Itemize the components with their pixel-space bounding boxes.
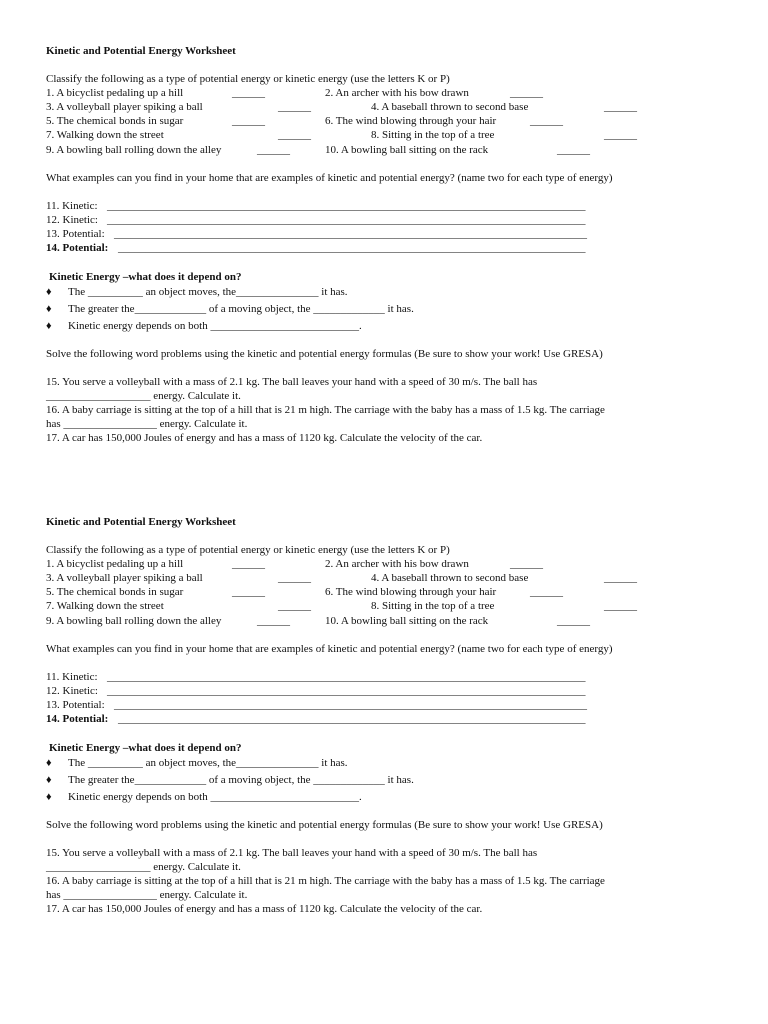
problem-15-line-2: ___________________ energy. Calculate it.	[46, 861, 241, 873]
example-12-label: 12. Kinetic:	[46, 685, 98, 697]
diamond-bullet-icon: ♦	[46, 774, 52, 786]
example-12-label: 12. Kinetic:	[46, 214, 98, 226]
worksheet-copy-1	[0, 0, 768, 472]
example-14-blank[interactable]: _____________________________________________________________________________________	[118, 713, 586, 725]
example-12-blank[interactable]: _______________________________________________________________________________________	[107, 214, 586, 226]
diamond-bullet-icon: ♦	[46, 757, 52, 769]
item-3-text: 3. A volleyball player spiking a ball	[46, 101, 203, 113]
item-5-blank[interactable]: ______	[232, 586, 265, 598]
item-9-blank[interactable]: ______	[257, 144, 290, 156]
ke-heading: Kinetic Energy –what does it depend on?	[49, 742, 242, 754]
problem-15-line-2: ___________________ energy. Calculate it.	[46, 390, 241, 402]
item-1-blank[interactable]: ______	[232, 558, 265, 570]
example-11-blank[interactable]: _______________________________________________________________________________________	[107, 671, 586, 683]
item-9-text: 9. A bowling ball rolling down the alley	[46, 615, 222, 627]
bullet-2: The greater the_____________ of a moving object, the _____________ it has.	[68, 774, 414, 786]
problem-16-line-2: has _________________ energy. Calculate it.	[46, 889, 248, 901]
problem-16-line-2: has _________________ energy. Calculate it.	[46, 418, 248, 430]
item-4-blank[interactable]: ______	[604, 572, 637, 584]
problem-15-line-1: 15. You serve a volleyball with a mass of 2.1 kg. The ball leaves your hand with a speed of 30 m/s. The ball has	[46, 376, 538, 388]
example-12-blank[interactable]: _______________________________________________________________________________________	[107, 685, 586, 697]
item-5-blank[interactable]: ______	[232, 115, 265, 127]
examples-question: What examples can you find in your home that are examples of kinetic and potential energy? (name two for each type of energy)	[46, 172, 613, 184]
item-4-blank[interactable]: ______	[604, 101, 637, 113]
item-6-blank[interactable]: ______	[530, 115, 563, 127]
example-14-label: 14. Potential:	[46, 713, 109, 725]
item-3-blank[interactable]: ______	[278, 572, 311, 584]
item-1-text: 1. A bicyclist pedaling up a hill	[46, 558, 184, 570]
problem-15-line-1: 15. You serve a volleyball with a mass of 2.1 kg. The ball leaves your hand with a speed of 30 m/s. The ball has	[46, 847, 538, 859]
item-8-blank[interactable]: ______	[604, 600, 637, 612]
bullet-3: Kinetic energy depends on both ___________________________.	[68, 791, 362, 803]
worksheet-title: Kinetic and Potential Energy Worksheet	[46, 516, 236, 528]
worksheet-title: Kinetic and Potential Energy Worksheet	[46, 45, 236, 57]
diamond-bullet-icon: ♦	[46, 286, 52, 298]
example-14-blank[interactable]: _____________________________________________________________________________________	[118, 242, 586, 254]
example-11-label: 11. Kinetic:	[46, 200, 98, 212]
item-8-text: 8. Sitting in the top of a tree	[371, 129, 495, 141]
example-11-blank[interactable]: _______________________________________________________________________________________	[107, 200, 586, 212]
item-7-blank[interactable]: ______	[278, 129, 311, 141]
solve-instruction: Solve the following word problems using the kinetic and potential energy formulas (Be sure to show your work! Use GRESA)	[46, 819, 603, 831]
bullet-1: The __________ an object moves, the_______________ it has.	[68, 286, 348, 298]
item-5-text: 5. The chemical bonds in sugar	[46, 115, 184, 127]
item-8-blank[interactable]: ______	[604, 129, 637, 141]
example-13-label: 13. Potential:	[46, 228, 105, 240]
item-7-text: 7. Walking down the street	[46, 129, 164, 141]
example-13-label: 13. Potential:	[46, 699, 105, 711]
item-10-blank[interactable]: ______	[557, 615, 590, 627]
item-2-text: 2. An archer with his bow drawn	[325, 558, 469, 570]
example-13-blank[interactable]: ______________________________________________________________________________________	[114, 699, 587, 711]
item-3-blank[interactable]: ______	[278, 101, 311, 113]
item-6-text: 6. The wind blowing through your hair	[325, 586, 497, 598]
item-1-blank[interactable]: ______	[232, 87, 265, 99]
item-2-blank[interactable]: ______	[510, 558, 543, 570]
solve-instruction: Solve the following word problems using the kinetic and potential energy formulas (Be sure to show your work! Use GRESA)	[46, 348, 603, 360]
item-8-text: 8. Sitting in the top of a tree	[371, 600, 495, 612]
diamond-bullet-icon: ♦	[46, 303, 52, 315]
item-2-text: 2. An archer with his bow drawn	[325, 87, 469, 99]
item-3-text: 3. A volleyball player spiking a ball	[46, 572, 203, 584]
example-13-blank[interactable]: ______________________________________________________________________________________	[114, 228, 587, 240]
ke-heading: Kinetic Energy –what does it depend on?	[49, 271, 242, 283]
item-7-text: 7. Walking down the street	[46, 600, 164, 612]
item-10-text: 10. A bowling ball sitting on the rack	[325, 144, 489, 156]
item-2-blank[interactable]: ______	[510, 87, 543, 99]
item-9-text: 9. A bowling ball rolling down the alley	[46, 144, 222, 156]
example-14-label: 14. Potential:	[46, 242, 109, 254]
bullet-3: Kinetic energy depends on both ___________________________.	[68, 320, 362, 332]
classify-instruction: Classify the following as a type of potential energy or kinetic energy (use the letters K or P)	[46, 544, 450, 556]
diamond-bullet-icon: ♦	[46, 320, 52, 332]
item-6-blank[interactable]: ______	[530, 586, 563, 598]
item-1-text: 1. A bicyclist pedaling up a hill	[46, 87, 184, 99]
problem-17: 17. A car has 150,000 Joules of energy and has a mass of 1120 kg. Calculate the velocity of the car.	[46, 903, 483, 915]
problem-16-line-1: 16. A baby carriage is sitting at the top of a hill that is 21 m high. The carriage with the baby has a mass of 1.5 kg. The carriage	[46, 404, 605, 416]
examples-question: What examples can you find in your home that are examples of kinetic and potential energy? (name two for each type of energy)	[46, 643, 613, 655]
item-5-text: 5. The chemical bonds in sugar	[46, 586, 184, 598]
classify-instruction: Classify the following as a type of potential energy or kinetic energy (use the letters K or P)	[46, 73, 450, 85]
diamond-bullet-icon: ♦	[46, 791, 52, 803]
item-10-text: 10. A bowling ball sitting on the rack	[325, 615, 489, 627]
item-7-blank[interactable]: ______	[278, 600, 311, 612]
worksheet-copy-2	[0, 471, 768, 943]
item-10-blank[interactable]: ______	[557, 144, 590, 156]
example-11-label: 11. Kinetic:	[46, 671, 98, 683]
problem-16-line-1: 16. A baby carriage is sitting at the top of a hill that is 21 m high. The carriage with the baby has a mass of 1.5 kg. The carriage	[46, 875, 605, 887]
item-6-text: 6. The wind blowing through your hair	[325, 115, 497, 127]
item-9-blank[interactable]: ______	[257, 615, 290, 627]
bullet-2: The greater the_____________ of a moving object, the _____________ it has.	[68, 303, 414, 315]
problem-17: 17. A car has 150,000 Joules of energy and has a mass of 1120 kg. Calculate the velocity of the car.	[46, 432, 483, 444]
item-4-text: 4. A baseball thrown to second base	[371, 101, 529, 113]
item-4-text: 4. A baseball thrown to second base	[371, 572, 529, 584]
bullet-1: The __________ an object moves, the_______________ it has.	[68, 757, 348, 769]
